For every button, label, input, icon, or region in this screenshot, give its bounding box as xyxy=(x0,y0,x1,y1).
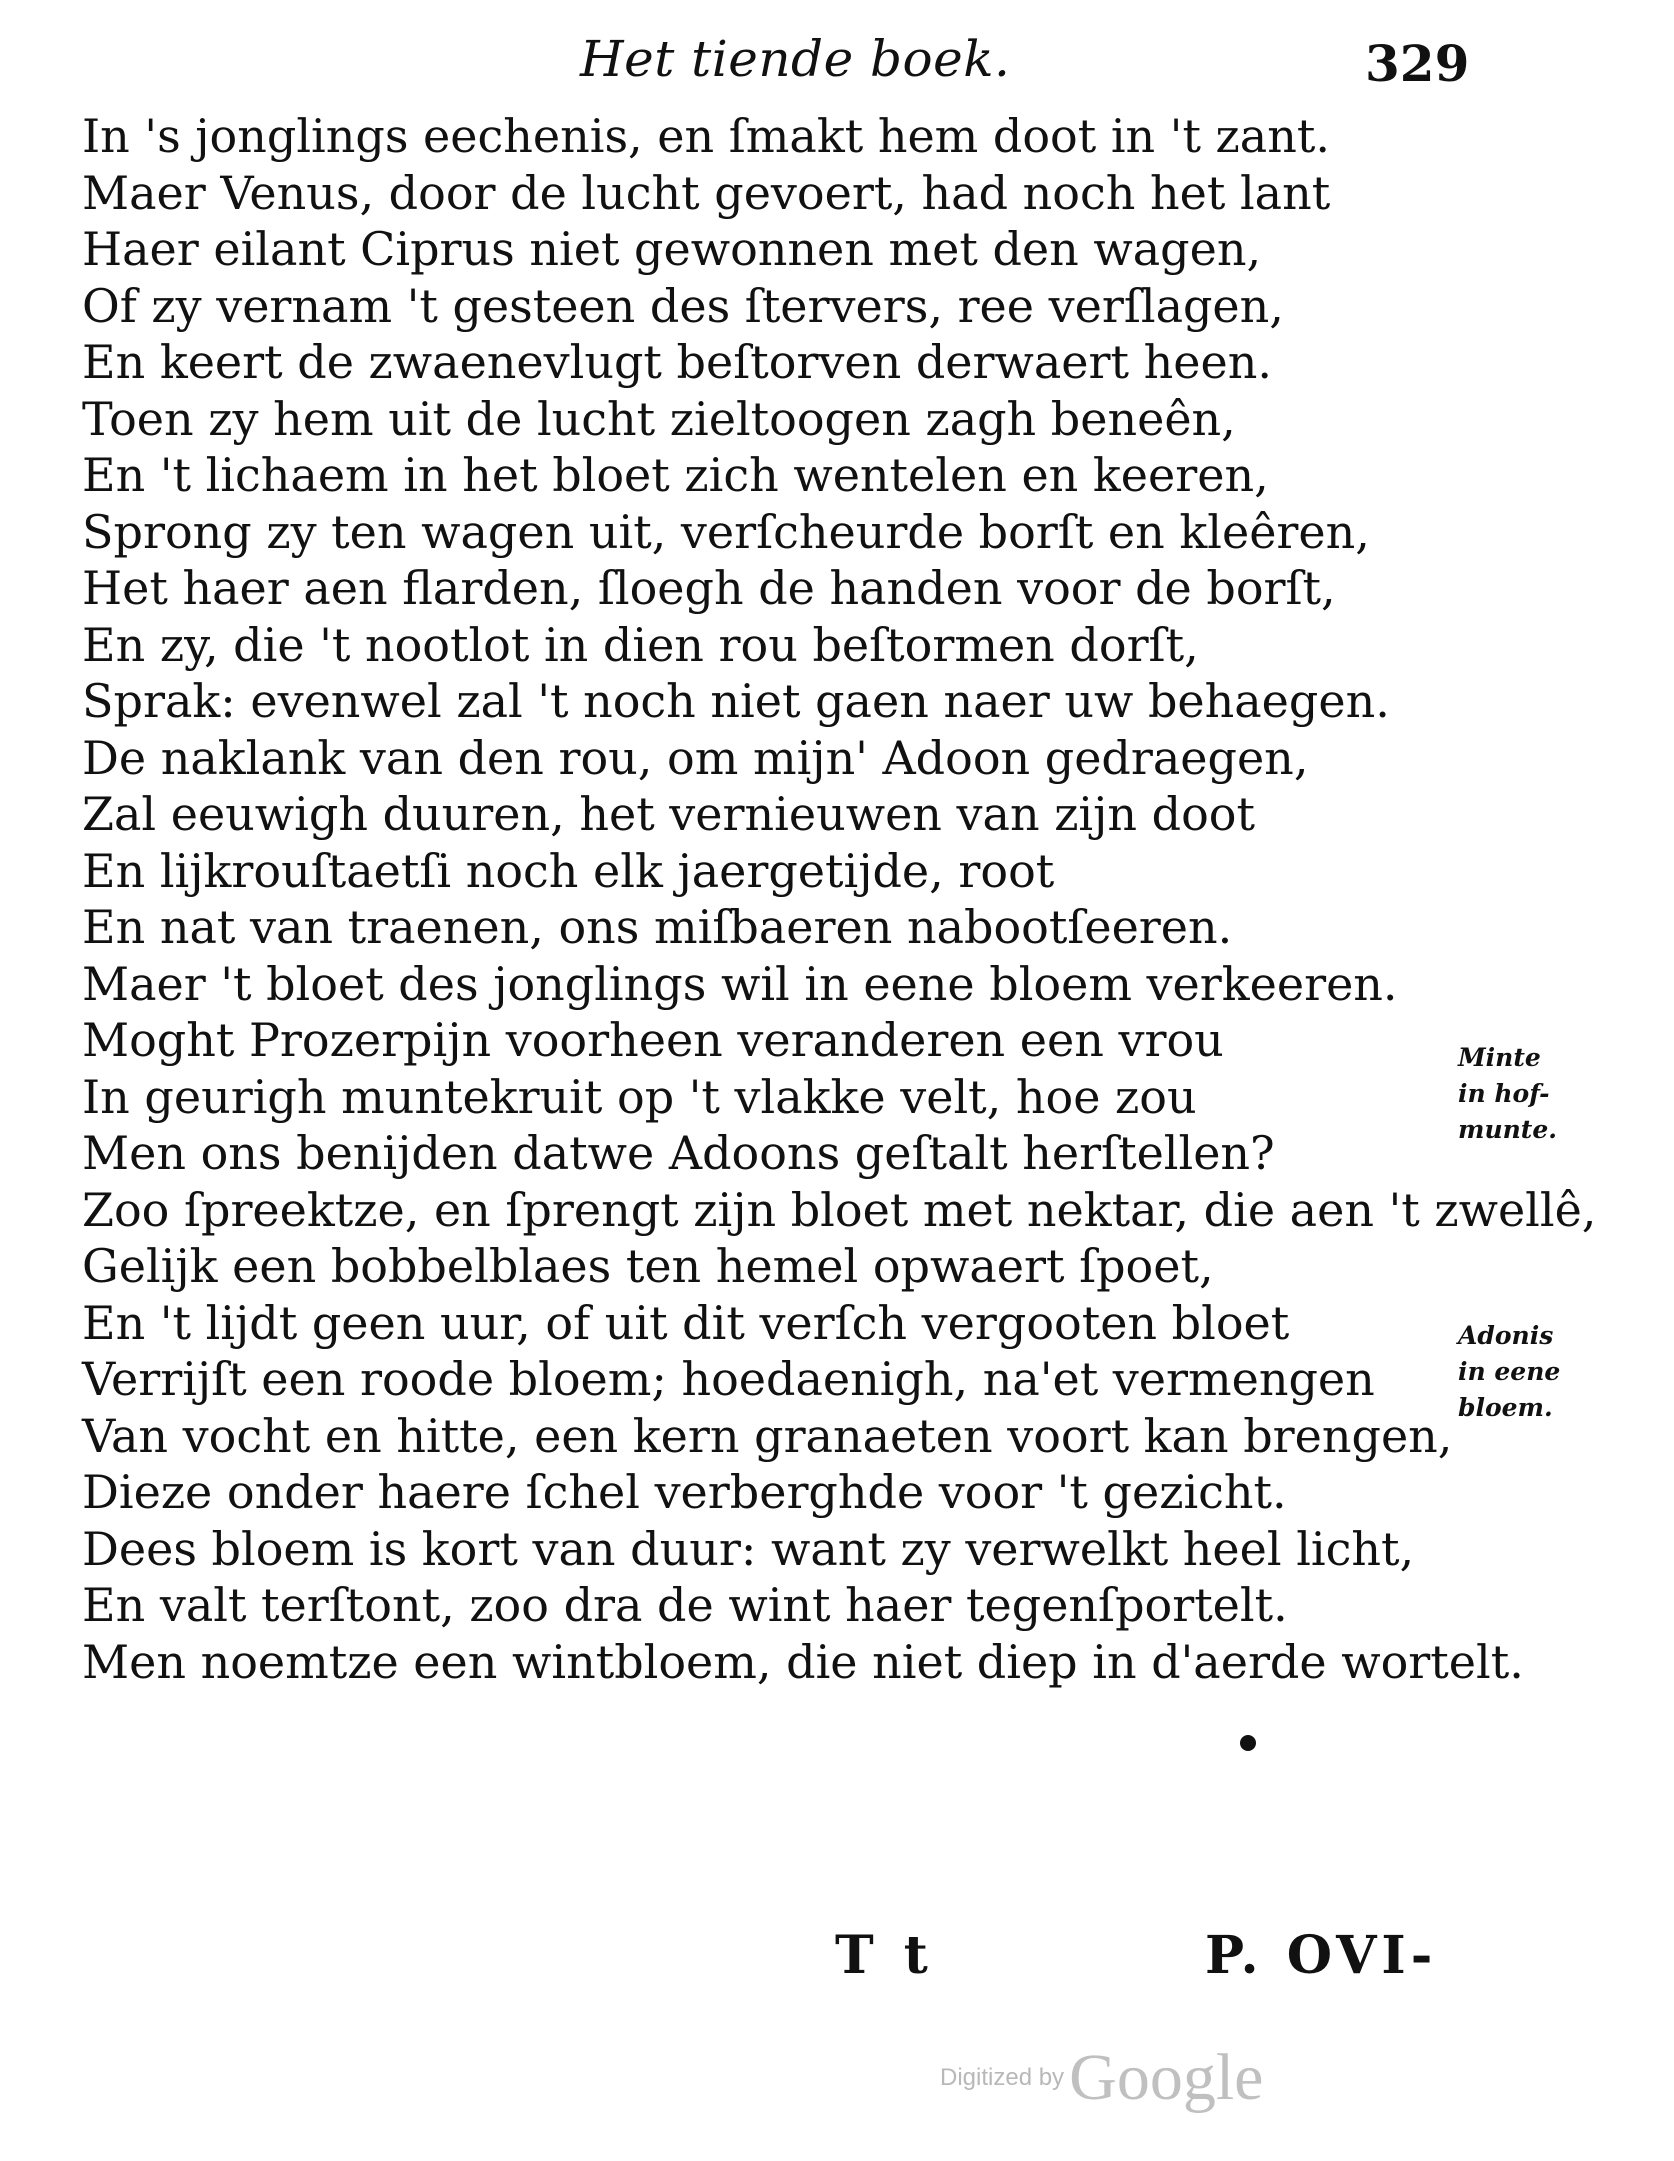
margin-note-minte xyxy=(1458,1040,1557,1148)
verse-line: De naklank van den rou, om mijn' Adoon gedraegen, xyxy=(82,730,1309,785)
verse-line: En 't lichaem in het bloet zich wentelen en keeren, xyxy=(82,448,1269,502)
digitized-watermark xyxy=(940,2040,1263,2120)
verse-line: Men noemtze een wintbloem, die niet diep in d'aerde wortelt. xyxy=(82,1634,1524,1689)
verse-line: Dieze onder haere ſchel verberghde voor 't gezicht. xyxy=(82,1465,1287,1519)
margin-note-line: Adonis xyxy=(1458,1321,1554,1350)
verse-line: En 't lijdt geen uur, of uit dit verſch vergooten bloet xyxy=(82,1295,1290,1350)
verse-line: Maer Venus, door de lucht gevoert, had noch het lant xyxy=(82,165,1331,220)
verse-line: Sprak: evenwel zal 't noch niet gaen naer uw behaegen. xyxy=(82,674,1390,728)
verse-line: Of zy vernam 't gesteen des ſtervers, ree verſlagen, xyxy=(82,278,1284,333)
margin-note-line: bloem. xyxy=(1458,1393,1553,1422)
verse-line: Haer eilant Ciprus niet gewonnen met den wagen, xyxy=(82,222,1262,276)
google-logo: Google xyxy=(1069,2041,1264,2114)
verse-line: Zoo ſpreektze, en ſprengt zijn bloet met nektar, die aen 't zwellê, xyxy=(82,1182,1597,1237)
page-header xyxy=(0,30,1674,100)
catchword: P. OVI- xyxy=(1205,1925,1438,1986)
verse-line: En lijkrouſtaetſi noch elk jaergetijde, root xyxy=(82,843,1055,898)
signature-mark: T t xyxy=(835,1925,934,1986)
verse-line: Het haer aen flarden, ſloegh de handen voor de borſt, xyxy=(82,561,1336,615)
margin-note-line: in hof- xyxy=(1458,1079,1550,1108)
page-footer xyxy=(0,1925,1674,1995)
verse-line: Moght Prozerpijn voorheen veranderen een vrou xyxy=(82,1013,1224,1067)
margin-note-line: munte. xyxy=(1458,1115,1557,1144)
verse-line: En nat van traenen, ons miſbaeren nabootſeeren. xyxy=(82,900,1233,954)
verse-line: Verrijſt een roode bloem; hoedaenigh, na'et vermengen xyxy=(82,1352,1375,1406)
verse-line: En keert de zwaenevlugt beſtorven derwaert heen. xyxy=(82,335,1272,389)
verse-line: Sprong zy ten wagen uit, verſcheurde borſt en kleêren, xyxy=(82,504,1370,559)
verse-line: In 's jonglings eechenis, en ſmakt hem doot in 't zant. xyxy=(82,109,1330,163)
verse-line: Van vocht en hitte, een kern granaeten voort kan brengen, xyxy=(82,1408,1453,1463)
ornament-dot-icon xyxy=(1240,1735,1256,1751)
verse-line: Maer 't bloet des jonglings wil in eene bloem verkeeren. xyxy=(82,956,1398,1011)
verse-line: Gelijk een bobbelblaes ten hemel opwaert ſpoet, xyxy=(82,1239,1214,1293)
digitized-by-label: Digitized by xyxy=(940,2064,1065,2091)
margin-note-line: Minte xyxy=(1458,1043,1541,1072)
verse-line: Toen zy hem uit de lucht zieltoogen zagh beneên, xyxy=(82,391,1236,446)
page-number: 329 xyxy=(1365,34,1470,93)
margin-note-line: in eene xyxy=(1458,1357,1561,1386)
margin-note-adonis xyxy=(1458,1318,1560,1426)
verse-line: Zal eeuwigh duuren, het vernieuwen van zijn doot xyxy=(82,787,1255,841)
verse-line: En valt terſtont, zoo dra de wint haer tegenſportelt. xyxy=(82,1578,1288,1632)
verse-line: In geurigh muntekruit op 't vlakke velt, hoe zou xyxy=(82,1069,1197,1124)
running-title: Het tiende boek. xyxy=(580,30,1011,88)
verse-line: Dees bloem is kort van duur: want zy verwelkt heel licht, xyxy=(82,1521,1415,1576)
verse-line: En zy, die 't nootlot in dien rou beſtormen dorſt, xyxy=(82,617,1199,672)
verse-line: Men ons benijden datwe Adoons geſtalt herſtellen? xyxy=(82,1126,1275,1180)
